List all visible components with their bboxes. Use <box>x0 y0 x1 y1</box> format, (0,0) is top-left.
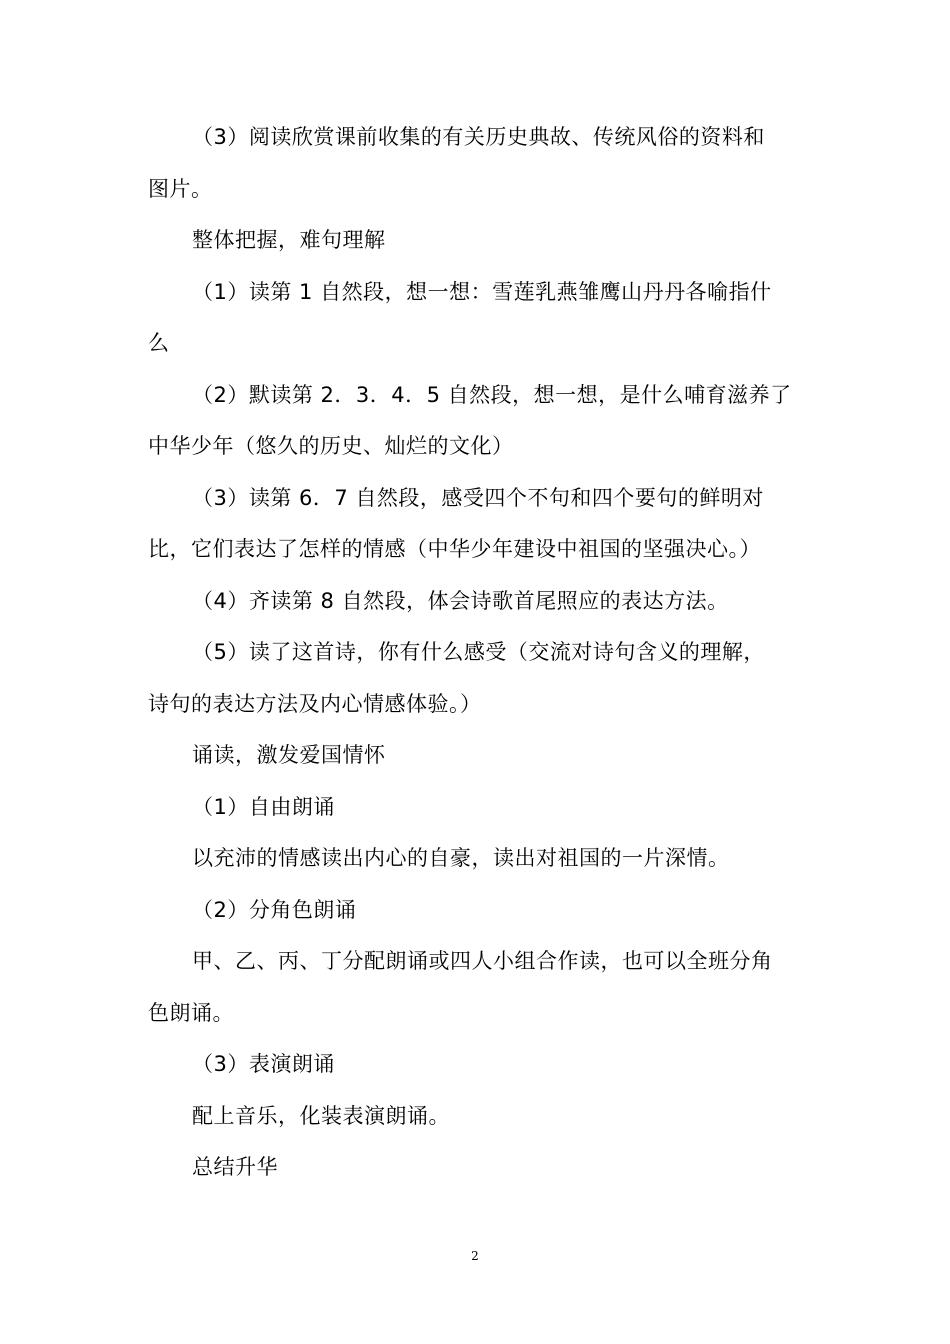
text-line: 色朗诵。 <box>148 1000 234 1025</box>
page-number: 2 <box>471 1249 479 1263</box>
text-line: 比，它们表达了怎样的情感（中华少年建设中祖国的坚强决心。） <box>148 537 761 561</box>
text-line: （3）阅读欣赏课前收集的有关历史典故、传统风俗的资料和 <box>192 125 765 149</box>
text-line: （2）默读第 2．3．4．5 自然段，想一想，是什么哺育滋养了 <box>192 382 792 407</box>
section-heading: 诵读，激发爱国情怀 <box>192 743 386 767</box>
text-line: 甲、乙、丙、丁分配朗诵或四人小组合作读，也可以全班分角 <box>192 949 773 973</box>
text-line: （3）表演朗诵 <box>192 1052 335 1076</box>
text-line: （2）分角色朗诵 <box>192 897 357 922</box>
text-line: 以充沛的情感读出内心的自豪，读出对祖国的一片深情。 <box>192 846 730 870</box>
text-line: 图片。 <box>148 176 213 201</box>
text-line: 中华少年（悠久的历史、灿烂的文化） <box>148 434 514 458</box>
text-line: 诗句的表达方法及内心情感体验。） <box>148 691 482 716</box>
text-line: （1）自由朗诵 <box>192 794 335 819</box>
text-line: （3）读第 6．7 自然段，感受四个不句和四个要句的鲜明对 <box>192 485 764 510</box>
text-line: （5）读了这首诗，你有什么感受（交流对诗句含义的理解， <box>192 640 765 664</box>
text-line: 配上音乐，化装表演朗诵。 <box>192 1103 450 1128</box>
document-body <box>148 112 808 1194</box>
text-line: 么 <box>148 331 170 355</box>
text-line: （1）读第 1 自然段，想一想：雪莲乳燕雏鹰山丹丹各喻指什 <box>192 279 772 304</box>
section-heading: 总结升华 <box>192 1155 278 1179</box>
text-line: （4）齐读第 8 自然段，体会诗歌首尾照应的表达方法。 <box>192 588 729 613</box>
section-heading: 整体把握，难句理解 <box>192 228 386 252</box>
